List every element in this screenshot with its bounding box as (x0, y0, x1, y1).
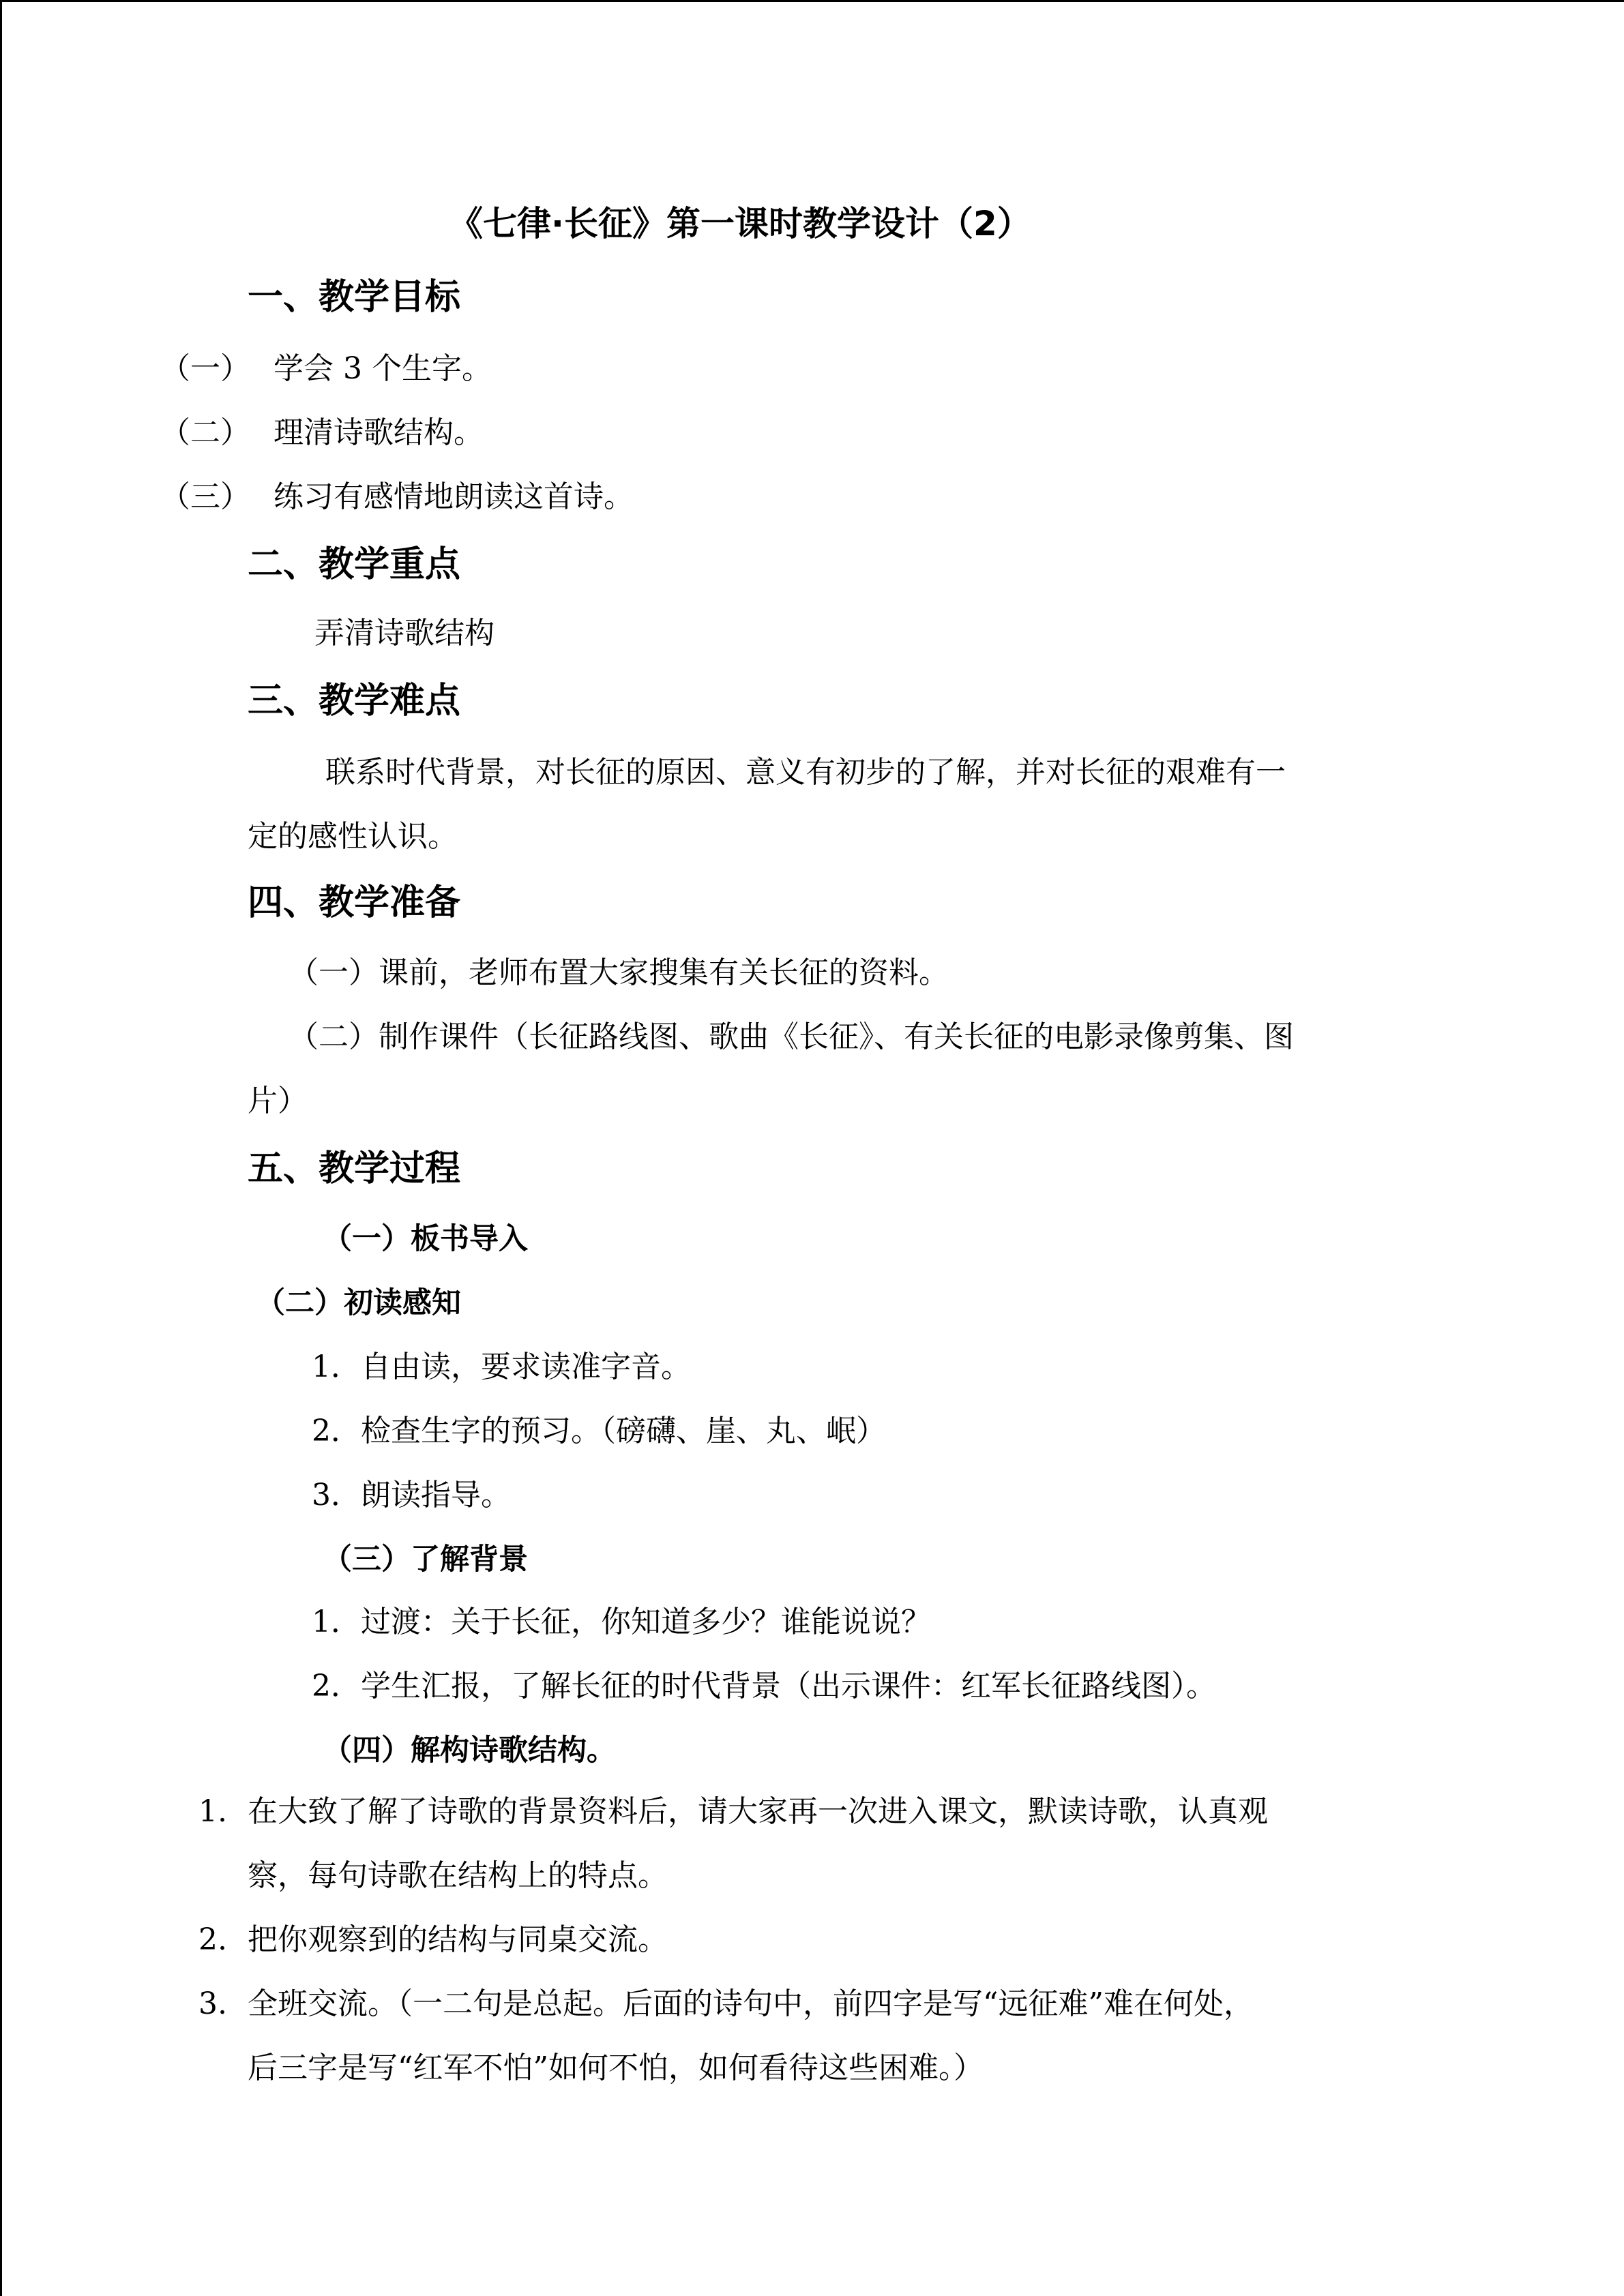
process-step-item: 3．朗读指导。 (312, 1478, 511, 1512)
process-step-item: 1．过渡：关于长征，你知道多少？谁能说说？ (312, 1605, 931, 1639)
objective-item: 学会 3 个生字。 (274, 351, 492, 386)
objective-marker: （一） (160, 351, 250, 386)
difficulty-text-line: 定的感性认识。 (248, 819, 458, 854)
numbered-text-line: 在大致了解了诗歌的背景资料后，请大家再一次进入课文，默读诗歌，认真观 (248, 1794, 1268, 1829)
preparation-text-line: （一）课前，老师布置大家搜集有关长征的资料。 (289, 955, 949, 990)
process-step-item: 1．自由读，要求读准字音。 (312, 1350, 691, 1384)
section-heading-process: 五、教学过程 (248, 1148, 461, 1189)
process-step-heading: （四）解构诗歌结构。 (323, 1733, 616, 1768)
process-step-heading: （二）初读感知 (256, 1286, 461, 1320)
preparation-text-line: （二）制作课件（长征路线图、歌曲《长征》、有关长征的电影录像剪集、图 (289, 1019, 1294, 1054)
objective-item: 理清诗歌结构。 (274, 415, 484, 450)
document-title: 《七律·长征》第一课时教学设计（2） (449, 204, 1031, 243)
process-step-heading: （三）了解背景 (323, 1542, 528, 1577)
objective-marker: （二） (160, 415, 250, 450)
process-step-heading: （一）板书导入 (323, 1222, 528, 1256)
section-heading-key-points: 二、教学重点 (248, 544, 461, 585)
difficulty-text-line: 联系时代背景，对长征的原因、意义有初步的了解，并对长征的艰难有一 (325, 755, 1286, 790)
key-point-text: 弄清诗歌结构 (314, 616, 494, 651)
numbered-text-line: 后三字是写“红军不怕”如何不怕，如何看待这些困难。） (248, 2051, 984, 2085)
section-heading-preparation: 四、教学准备 (248, 882, 461, 923)
numbered-text-line: 全班交流。（一二句是总起。后面的诗句中，前四字是写“远征难”难在何处， (248, 1986, 1254, 2021)
section-heading-difficulties: 三、教学难点 (248, 681, 461, 721)
numbered-marker: 2. (198, 1922, 227, 1957)
objective-item: 练习有感情地朗读这首诗。 (274, 479, 634, 514)
preparation-text-line: 片） (248, 1084, 308, 1118)
process-step-item: 2．学生汇报，了解长征的时代背景（出示课件：红军长征路线图）。 (312, 1669, 1216, 1703)
objective-marker: （三） (160, 479, 250, 514)
section-heading-objectives: 一、教学目标 (248, 277, 461, 318)
numbered-marker: 3. (198, 1986, 227, 2021)
numbered-text-line: 把你观察到的结构与同桌交流。 (248, 1922, 668, 1957)
process-step-item: 2．检查生字的预习。（磅礴、崖、丸、岷） (312, 1414, 886, 1448)
numbered-marker: 1. (198, 1794, 227, 1829)
numbered-text-line: 察，每句诗歌在结构上的特点。 (248, 1858, 668, 1893)
